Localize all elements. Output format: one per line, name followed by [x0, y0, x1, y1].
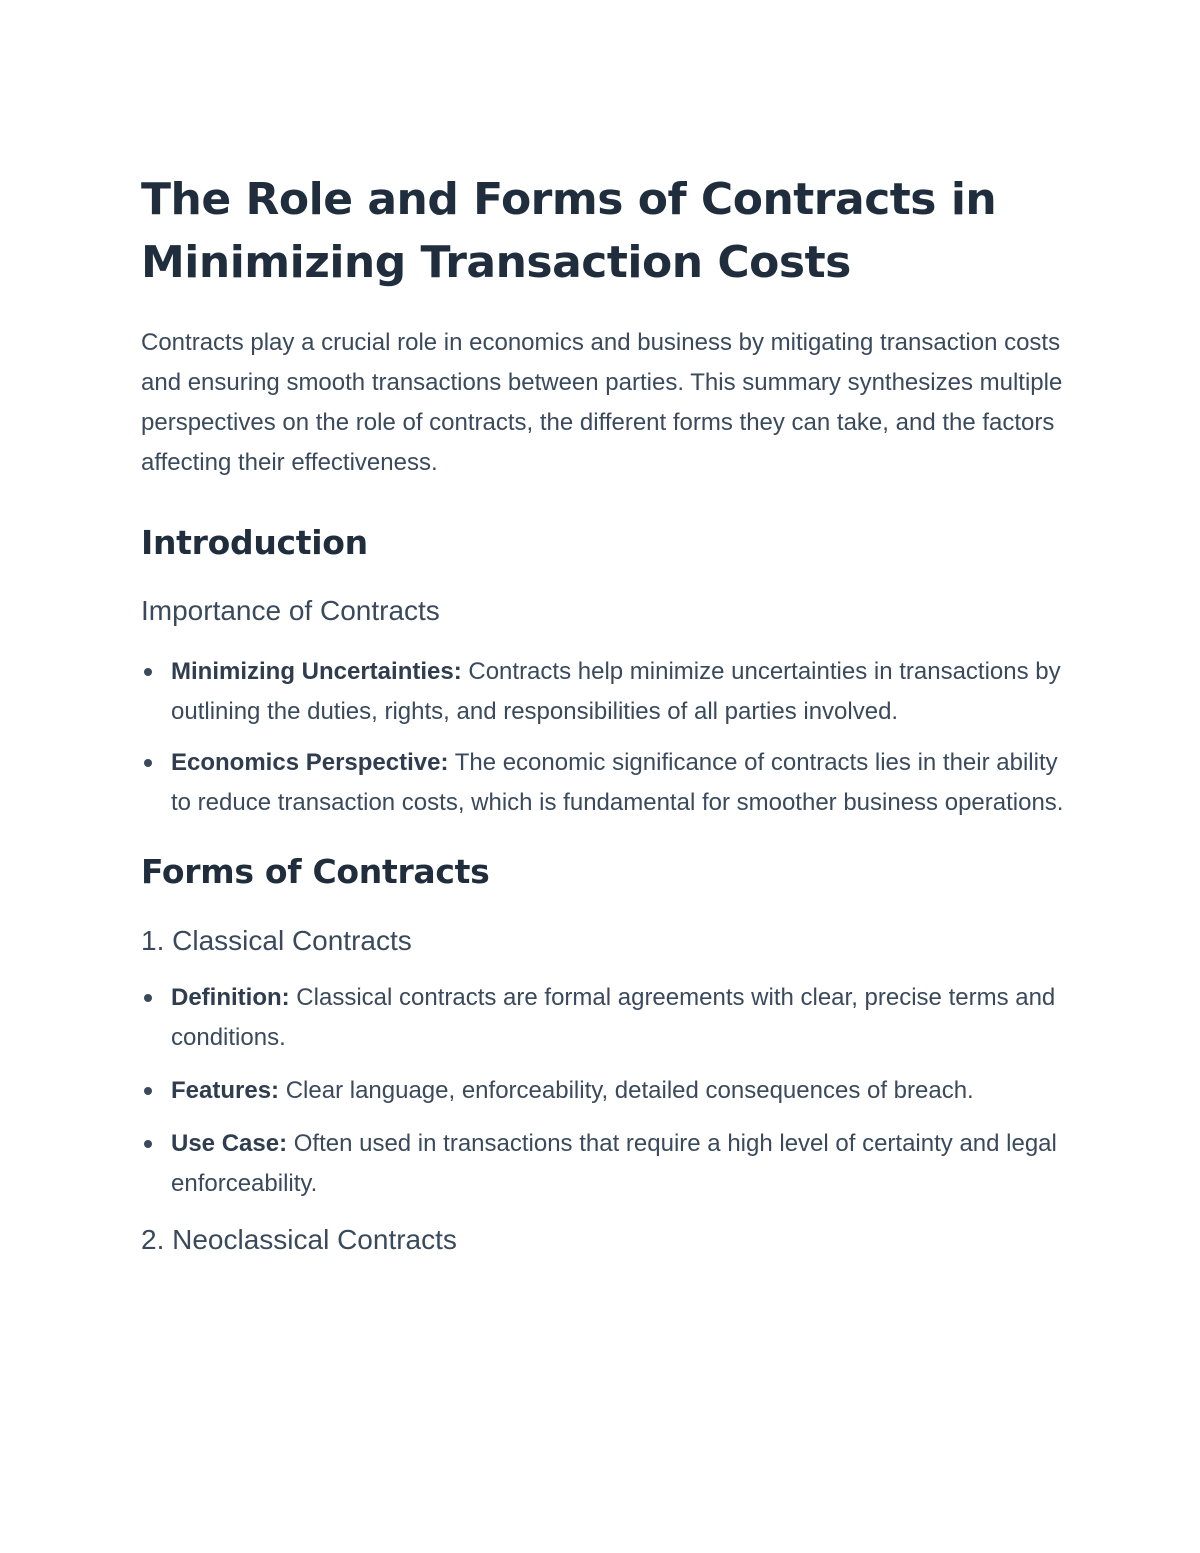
- bullet-icon: [144, 1140, 152, 1148]
- list-item-term: Economics Perspective:: [171, 749, 449, 776]
- list-item-term: Minimizing Uncertainties:: [171, 658, 462, 685]
- intro-paragraph: Contracts play a crucial role in economics and business by mitigating transaction costs and ensuring smooth transactions between parties. This summary synthesizes multiple perspectives on the role of contracts, the different forms they can take, and the factors affecting their effectiveness.: [141, 329, 1063, 476]
- list-item: [141, 743, 1071, 823]
- list-item-text: Clear language, enforceability, detailed consequences of breach.: [279, 1077, 974, 1104]
- section-heading: Introduction: [141, 523, 368, 562]
- list-item: [141, 1124, 1071, 1204]
- bullet-icon: [144, 1087, 152, 1095]
- list-item-text: Contracts help minimize uncertainties in transactions by outlining the duties, rights, and responsibilities of all parties involved.: [171, 658, 1061, 725]
- list-item: [141, 1071, 1071, 1111]
- subsection-heading: 2. Neoclassical Contracts: [141, 1224, 457, 1255]
- bullet-list: [141, 978, 1071, 1204]
- page-title: The Role and Forms of Contracts in Minimizing Transaction Costs: [141, 174, 997, 288]
- subsection-heading: 1. Classical Contracts: [141, 925, 412, 956]
- section-introduction: [141, 523, 1071, 823]
- document-page: [141, 168, 1071, 1260]
- list-item: [141, 652, 1071, 732]
- bullet-icon: [144, 759, 152, 767]
- bullet-icon: [144, 994, 152, 1002]
- bullet-list: [141, 652, 1071, 823]
- subsection-heading: Importance of Contracts: [141, 595, 440, 626]
- section-forms-of-contracts: [141, 852, 1071, 1260]
- list-item-text: The economic significance of contracts lies in their ability to reduce transaction costs, which is fundamental for smoother business operations.: [171, 749, 1064, 816]
- list-item-text: Classical contracts are formal agreements with clear, precise terms and conditions.: [171, 984, 1056, 1051]
- list-item: [141, 978, 1071, 1058]
- list-item-term: Definition:: [171, 984, 290, 1011]
- list-item-term: Use Case:: [171, 1130, 288, 1157]
- list-item-text: Often used in transactions that require a high level of certainty and legal enforceability.: [171, 1130, 1057, 1197]
- section-heading: Forms of Contracts: [141, 852, 490, 891]
- list-item-term: Features:: [171, 1077, 280, 1104]
- bullet-icon: [144, 668, 152, 676]
